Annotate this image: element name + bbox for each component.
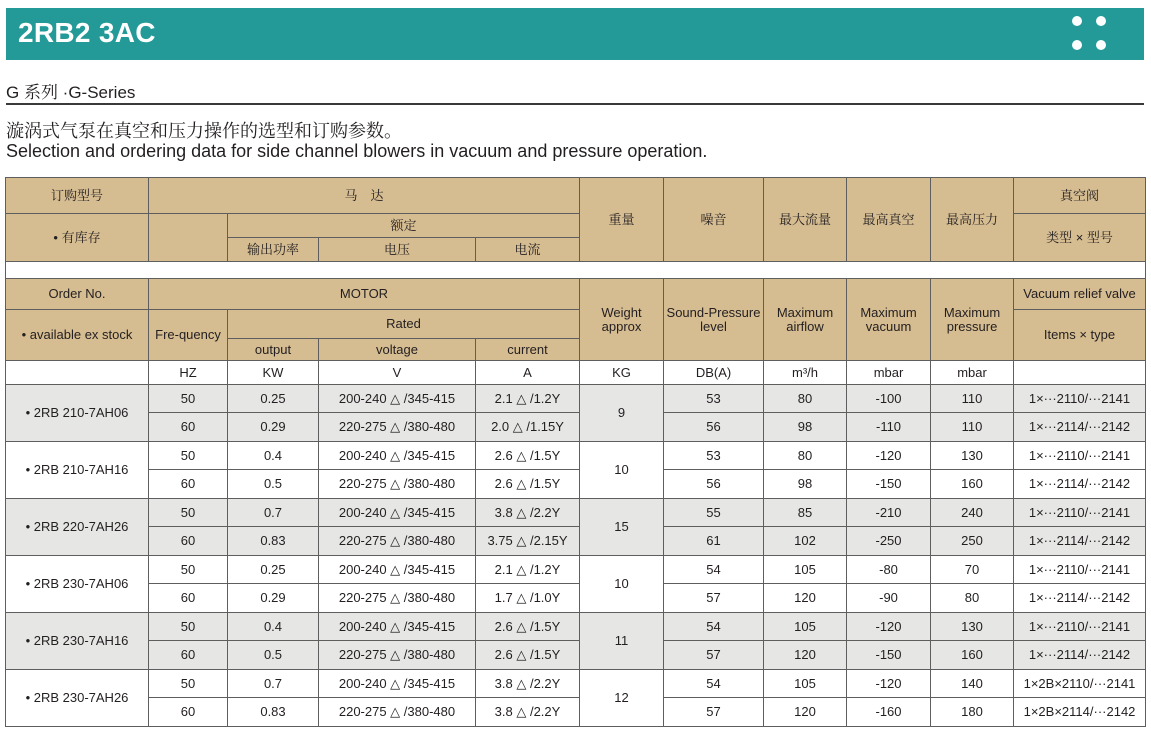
weight-cell: 10 xyxy=(580,442,664,499)
en-order-no-header: Order No. xyxy=(6,279,149,310)
hz-cell: 50 xyxy=(149,442,228,470)
table-row xyxy=(6,556,1146,584)
table-row xyxy=(6,385,1146,413)
table-row xyxy=(6,584,1146,613)
en-motor-header: MOTOR xyxy=(149,279,580,310)
valve-cell: 1×2B×2114/···2142 xyxy=(1014,698,1146,727)
hz-cell: 60 xyxy=(149,527,228,556)
kw-cell: 0.7 xyxy=(228,670,319,698)
valve-cell: 1×···2114/···2142 xyxy=(1014,641,1146,670)
current-cell: 3.8 △ /2.2Y xyxy=(476,670,580,698)
four-dots-icon xyxy=(1072,16,1112,54)
unit-vacuum: mbar xyxy=(847,361,931,385)
en-noise-header: Sound-Pressure level xyxy=(664,279,764,361)
voltage-cell: 200-240 △ /345-415 xyxy=(319,670,476,698)
unit-hz: HZ xyxy=(149,361,228,385)
kw-cell: 0.83 xyxy=(228,527,319,556)
noise-cell: 53 xyxy=(664,442,764,470)
hz-cell: 50 xyxy=(149,613,228,641)
pressure-cell: 250 xyxy=(931,527,1014,556)
kw-cell: 0.29 xyxy=(228,584,319,613)
voltage-cell: 220-275 △ /380-480 xyxy=(319,584,476,613)
vacuum-cell: -150 xyxy=(847,641,931,670)
airflow-cell: 120 xyxy=(764,584,847,613)
noise-cell: 56 xyxy=(664,470,764,499)
unit-kw: KW xyxy=(228,361,319,385)
noise-cell: 56 xyxy=(664,413,764,442)
en-airflow-header: Maximum airflow xyxy=(764,279,847,361)
airflow-cell: 120 xyxy=(764,641,847,670)
hz-cell: 60 xyxy=(149,584,228,613)
kw-cell: 0.4 xyxy=(228,613,319,641)
vacuum-cell: -210 xyxy=(847,499,931,527)
vacuum-cell: -100 xyxy=(847,385,931,413)
voltage-cell: 200-240 △ /345-415 xyxy=(319,499,476,527)
model-name-cell: • 2RB 210-7AH06 xyxy=(6,385,149,442)
cn-valve-header: 真空阀 xyxy=(1014,178,1146,214)
unit-volt: V xyxy=(319,361,476,385)
weight-cell: 10 xyxy=(580,556,664,613)
noise-cell: 54 xyxy=(664,670,764,698)
unit-blank-valve xyxy=(1014,361,1146,385)
weight-cell: 11 xyxy=(580,613,664,670)
pressure-cell: 180 xyxy=(931,698,1014,727)
noise-cell: 54 xyxy=(664,556,764,584)
cn-noise-header: 噪音 xyxy=(664,178,764,262)
noise-cell: 53 xyxy=(664,385,764,413)
pressure-cell: 140 xyxy=(931,670,1014,698)
voltage-cell: 220-275 △ /380-480 xyxy=(319,641,476,670)
kw-cell: 0.7 xyxy=(228,499,319,527)
vacuum-cell: -80 xyxy=(847,556,931,584)
header-spacer-row xyxy=(6,262,1146,279)
pressure-cell: 70 xyxy=(931,556,1014,584)
voltage-cell: 200-240 △ /345-415 xyxy=(319,556,476,584)
cn-rated-header: 额定 xyxy=(228,214,580,238)
voltage-cell: 220-275 △ /380-480 xyxy=(319,527,476,556)
current-cell: 2.1 △ /1.2Y xyxy=(476,385,580,413)
unit-db: DB(A) xyxy=(664,361,764,385)
model-name-cell: • 2RB 230-7AH16 xyxy=(6,613,149,670)
pressure-cell: 240 xyxy=(931,499,1014,527)
kw-cell: 0.5 xyxy=(228,470,319,499)
series-label: G 系列 ·G-Series xyxy=(6,83,136,102)
noise-cell: 57 xyxy=(664,584,764,613)
table-row xyxy=(6,613,1146,641)
table-row xyxy=(6,641,1146,670)
table-row xyxy=(6,442,1146,470)
spec-table xyxy=(5,177,1146,727)
model-name-cell: • 2RB 210-7AH16 xyxy=(6,442,149,499)
cn-airflow-header: 最大流量 xyxy=(764,178,847,262)
current-cell: 3.8 △ /2.2Y xyxy=(476,499,580,527)
cn-order-no-header: 订购型号 xyxy=(6,178,149,214)
en-items-type-header: Items × type xyxy=(1014,310,1146,361)
airflow-cell: 102 xyxy=(764,527,847,556)
header-banner xyxy=(6,8,1144,60)
cn-blank-header xyxy=(149,214,228,262)
current-cell: 2.1 △ /1.2Y xyxy=(476,556,580,584)
description-chinese: 漩涡式气泵在真空和压力操作的选型和订购参数。 xyxy=(6,121,402,141)
current-cell: 3.75 △ /2.15Y xyxy=(476,527,580,556)
en-frequency-header: Fre-quency xyxy=(149,310,228,361)
unit-airflow: m³/h xyxy=(764,361,847,385)
kw-cell: 0.25 xyxy=(228,385,319,413)
en-rated-header: Rated xyxy=(228,310,580,339)
valve-cell: 1×···2110/···2141 xyxy=(1014,556,1146,584)
unit-kg: KG xyxy=(580,361,664,385)
hz-cell: 60 xyxy=(149,641,228,670)
airflow-cell: 105 xyxy=(764,670,847,698)
table-row xyxy=(6,470,1146,499)
valve-cell: 1×···2114/···2142 xyxy=(1014,584,1146,613)
cn-in-stock-header: • 有库存 xyxy=(6,214,149,262)
noise-cell: 61 xyxy=(664,527,764,556)
unit-pressure: mbar xyxy=(931,361,1014,385)
vacuum-cell: -120 xyxy=(847,442,931,470)
cn-current-header: 电流 xyxy=(476,238,580,262)
table-row xyxy=(6,499,1146,527)
kw-cell: 0.5 xyxy=(228,641,319,670)
current-cell: 3.8 △ /2.2Y xyxy=(476,698,580,727)
airflow-cell: 105 xyxy=(764,613,847,641)
pressure-cell: 110 xyxy=(931,385,1014,413)
voltage-cell: 220-275 △ /380-480 xyxy=(319,470,476,499)
en-valve-header: Vacuum relief valve xyxy=(1014,279,1146,310)
table-row xyxy=(6,527,1146,556)
table-row xyxy=(6,670,1146,698)
valve-cell: 1×2B×2110/···2141 xyxy=(1014,670,1146,698)
vacuum-cell: -150 xyxy=(847,470,931,499)
airflow-cell: 80 xyxy=(764,442,847,470)
airflow-cell: 80 xyxy=(764,385,847,413)
vacuum-cell: -160 xyxy=(847,698,931,727)
valve-cell: 1×···2110/···2141 xyxy=(1014,385,1146,413)
current-cell: 2.6 △ /1.5Y xyxy=(476,613,580,641)
pressure-cell: 130 xyxy=(931,613,1014,641)
voltage-cell: 220-275 △ /380-480 xyxy=(319,413,476,442)
airflow-cell: 120 xyxy=(764,698,847,727)
valve-cell: 1×···2114/···2142 xyxy=(1014,470,1146,499)
cn-weight-header: 重量 xyxy=(580,178,664,262)
en-output-header: output xyxy=(228,339,319,361)
cn-valve-type-header: 类型 × 型号 xyxy=(1014,214,1146,262)
voltage-cell: 200-240 △ /345-415 xyxy=(319,385,476,413)
airflow-cell: 98 xyxy=(764,470,847,499)
en-current-header: current xyxy=(476,339,580,361)
noise-cell: 54 xyxy=(664,613,764,641)
en-vacuum-header: Maximum vacuum xyxy=(847,279,931,361)
divider-line xyxy=(6,103,1144,105)
noise-cell: 55 xyxy=(664,499,764,527)
vacuum-cell: -120 xyxy=(847,613,931,641)
hz-cell: 60 xyxy=(149,413,228,442)
valve-cell: 1×···2110/···2141 xyxy=(1014,442,1146,470)
valve-cell: 1×···2114/···2142 xyxy=(1014,527,1146,556)
hz-cell: 60 xyxy=(149,470,228,499)
pressure-cell: 160 xyxy=(931,470,1014,499)
weight-cell: 12 xyxy=(580,670,664,727)
hz-cell: 50 xyxy=(149,556,228,584)
kw-cell: 0.83 xyxy=(228,698,319,727)
current-cell: 2.6 △ /1.5Y xyxy=(476,641,580,670)
cn-output-header: 输出功率 xyxy=(228,238,319,262)
description-english: Selection and ordering data for side channel blowers in vacuum and pressure operation. xyxy=(6,141,708,161)
en-voltage-header: voltage xyxy=(319,339,476,361)
current-cell: 1.7 △ /1.0Y xyxy=(476,584,580,613)
unit-blank-cell xyxy=(6,361,149,385)
valve-cell: 1×···2110/···2141 xyxy=(1014,499,1146,527)
kw-cell: 0.29 xyxy=(228,413,319,442)
voltage-cell: 200-240 △ /345-415 xyxy=(319,442,476,470)
hz-cell: 50 xyxy=(149,499,228,527)
airflow-cell: 98 xyxy=(764,413,847,442)
current-cell: 2.6 △ /1.5Y xyxy=(476,442,580,470)
current-cell: 2.0 △ /1.15Y xyxy=(476,413,580,442)
airflow-cell: 105 xyxy=(764,556,847,584)
unit-ampere: A xyxy=(476,361,580,385)
table-row xyxy=(6,698,1146,727)
vacuum-cell: -110 xyxy=(847,413,931,442)
hz-cell: 50 xyxy=(149,670,228,698)
noise-cell: 57 xyxy=(664,641,764,670)
product-title: 2RB2 3AC xyxy=(18,17,156,48)
weight-cell: 15 xyxy=(580,499,664,556)
kw-cell: 0.25 xyxy=(228,556,319,584)
cn-pressure-header: 最高压力 xyxy=(931,178,1014,262)
cn-motor-header: 马 达 xyxy=(149,178,580,214)
en-weight-header: Weight approx xyxy=(580,279,664,361)
model-name-cell: • 2RB 230-7AH06 xyxy=(6,556,149,613)
valve-cell: 1×···2114/···2142 xyxy=(1014,413,1146,442)
pressure-cell: 160 xyxy=(931,641,1014,670)
weight-cell: 9 xyxy=(580,385,664,442)
hz-cell: 60 xyxy=(149,698,228,727)
vacuum-cell: -250 xyxy=(847,527,931,556)
kw-cell: 0.4 xyxy=(228,442,319,470)
model-name-cell: • 2RB 230-7AH26 xyxy=(6,670,149,727)
vacuum-cell: -120 xyxy=(847,670,931,698)
pressure-cell: 110 xyxy=(931,413,1014,442)
voltage-cell: 200-240 △ /345-415 xyxy=(319,613,476,641)
pressure-cell: 130 xyxy=(931,442,1014,470)
model-name-cell: • 2RB 220-7AH26 xyxy=(6,499,149,556)
airflow-cell: 85 xyxy=(764,499,847,527)
noise-cell: 57 xyxy=(664,698,764,727)
en-available-header: • available ex stock xyxy=(6,310,149,361)
pressure-cell: 80 xyxy=(931,584,1014,613)
hz-cell: 50 xyxy=(149,385,228,413)
en-pressure-header: Maximum pressure xyxy=(931,279,1014,361)
valve-cell: 1×···2110/···2141 xyxy=(1014,613,1146,641)
table-row xyxy=(6,413,1146,442)
cn-voltage-header: 电压 xyxy=(319,238,476,262)
current-cell: 2.6 △ /1.5Y xyxy=(476,470,580,499)
cn-vacuum-header: 最高真空 xyxy=(847,178,931,262)
vacuum-cell: -90 xyxy=(847,584,931,613)
voltage-cell: 220-275 △ /380-480 xyxy=(319,698,476,727)
